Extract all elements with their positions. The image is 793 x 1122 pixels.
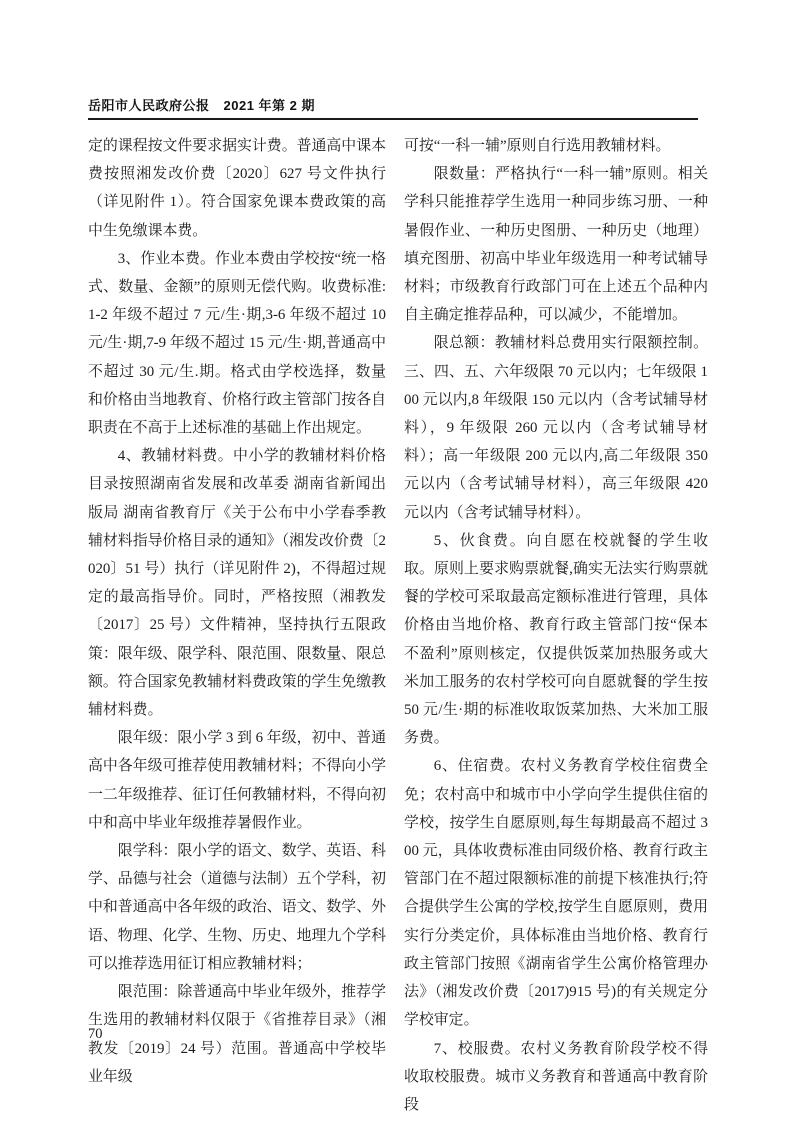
header-rule — [88, 118, 698, 120]
left-column — [88, 132, 386, 1091]
paragraph-continuation: 可按“一科一辅”原则自行选用教辅材料。 — [404, 138, 671, 154]
paragraph-grade-limit: 限年级：限小学 3 到 6 年级，初中、普通高中各年级可推荐使用教辅材料；不得向小学一二年级推荐、征订任何教辅材料，不得向初中和高中毕业年级推荐暑假作业。 — [88, 730, 386, 831]
paragraph-uniform-fee: 7、校服费。农村义务教育阶段学校不得收取校服费。城市义务教育和普通高中教育阶段 — [404, 1040, 708, 1113]
paragraph-continuation: 定的课程按文件要求据实计费。普通高中课本费按照湘发改价费〔2020〕627 号文件执行（详见附件 1）。符合国家免课本费政策的高中生免缴课本费。 — [88, 138, 386, 239]
page-number: 70 — [88, 1026, 103, 1042]
paragraph-supplementary-material-fee: 4、教辅材料费。中小学的教辅材料价格目录按照湖南省发展和改革委 湖南省新闻出版局 湖南省教育厅《关于公布中小学春季教辅材料指导价格目录的通知》（湘发改价费〔2020〕51 号）执行（详见附件 2)，不得超过规定的最高指导价。同时，严格按照（湘教发〔2017〕25 号）文件精神，坚持执行五限政策：限年级、限学科、限范围、限数量、限总额。符合国家免教辅材料费政策的学生免缴教辅材料费。 — [88, 448, 386, 719]
page-header — [88, 95, 698, 114]
right-column — [404, 132, 708, 1119]
gazette-title: 岳阳市人民政府公报 — [88, 98, 210, 113]
paragraph-meal-fee: 5、伙食费。向自愿在校就餐的学生收取。原则上要求购票就餐,确实无法实行购票就餐的学校可采取最高定额标准进行管理，具体价格由当地价格、教育行政主管部门按“保本不盈利”原则核定，仅提供饭菜加热服务或大米加工服务的农村学校可向自愿就餐的学生按 50 元/生·期的标准收取饭菜加热、大米加工服务费。 — [404, 532, 708, 747]
paragraph-quantity-limit: 限数量：严格执行“一科一辅”原则。相关学科只能推荐学生选用一种同步练习册、一种暑假作业、一种历史图册、一种历史（地理）填充图册、初高中毕业年级选用一种考试辅导材料；市级教育行政部门可在上述五个品种内自主确定推荐品种，可以减少，不能增加。 — [404, 166, 708, 324]
paragraph-subject-limit: 限学科：限小学的语文、数学、英语、科学、品德与社会（道德与法制）五个学科，初中和普通高中各年级的政治、语文、数学、外语、物理、化学、生物、历史、地理九个学科可以推荐选用征订相应教辅材料； — [88, 843, 386, 972]
document-body — [88, 132, 708, 1119]
paragraph-total-amount-limit: 限总额：教辅材料总费用实行限额控制。三、四、五、六年级限 70 元以内；七年级限 100 元以内,8 年级限 150 元以内（含考试辅导材料），9 年级限 260 元以内（含考试辅导材料）；高一年级限 200 元以内,高二年级限 350 元以内（含考试辅导材料），高三年级限 420 元以内（含考试辅导材料）。 — [404, 335, 708, 521]
paragraph-scope-limit: 限范围：除普通高中毕业年级外，推荐学生选用的教辅材料仅限于《省推荐目录》（湘教发〔2019〕24 号）范围。普通高中学校毕业年级 — [88, 984, 386, 1085]
paragraph-workbook-fee: 3、作业本费。作业本费由学校按“统一格式、数量、金额”的原则无偿代购。收费标准:1-2 年级不超过 7 元/生·期,3-6 年级不超过 10 元/生·期,7-9 年级不超过 15 元/生·期,普通高中不超过 30 元/生.期。格式由学校选择，数量和价格由当地教育、价格行政主管部门按各自职责在不高于上述标准的基础上作出规定。 — [88, 250, 386, 437]
gazette-issue: 2021 年第 2 期 — [223, 98, 316, 113]
paragraph-lodging-fee: 6、住宿费。农村义务教育学校住宿费全免；农村高中和城市中小学向学生提供住宿的学校，按学生自愿原则,每生每期最高不超过 300 元，具体收费标准由同级价格、教育行政主管部门在不超过限额标准的前提下核准执行;符合提供学生公寓的学校,按学生自愿原则，费用实行分类定价，具体标准由当地价格、教育行政主管部门按照《湖南省学生公寓价格管理办法》（湘发改价费〔2017)915 号)的有关规定分学校审定。 — [404, 758, 708, 1029]
